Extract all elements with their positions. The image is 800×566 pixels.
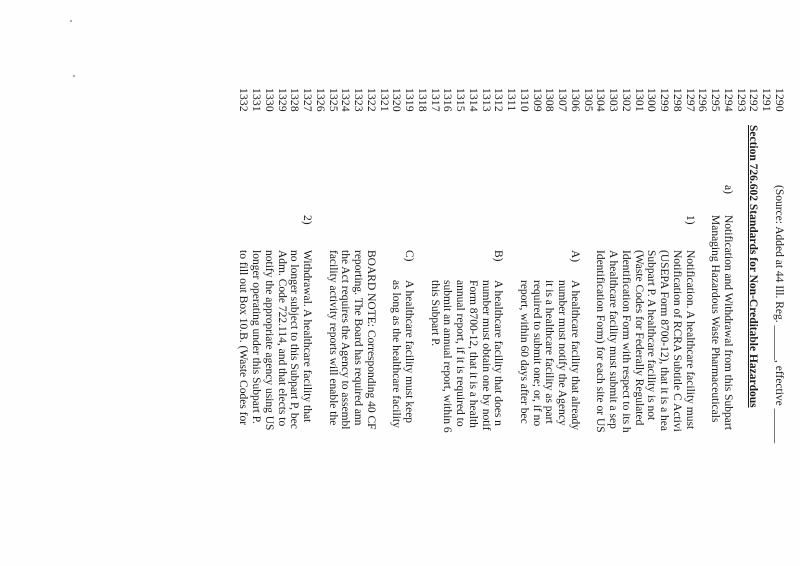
line-number: 1318 bbox=[416, 88, 428, 112]
line-text: the Act requires the Agency to assembl bbox=[339, 250, 352, 430]
line-number: 1323 bbox=[352, 88, 365, 112]
line-number: 1328 bbox=[288, 88, 301, 112]
line-number: 1295 bbox=[709, 88, 722, 112]
line-number: 1324 bbox=[339, 88, 352, 112]
document-line bbox=[620, 0, 632, 566]
document-line bbox=[684, 0, 696, 566]
subsection-label: C) bbox=[403, 250, 416, 262]
document-line bbox=[429, 0, 441, 566]
document-line bbox=[773, 0, 785, 566]
line-text: Notification. A healthcare facility must bbox=[683, 250, 696, 430]
line-text: Notification of RCRA Subtitle C Activi bbox=[671, 250, 683, 432]
line-number: 1313 bbox=[479, 88, 492, 112]
line-text: to fill out Box 10.B. (Waste Codes for bbox=[237, 250, 250, 426]
line-number: 1315 bbox=[454, 88, 467, 112]
line-number: 1306 bbox=[569, 88, 581, 112]
document-line bbox=[442, 0, 454, 566]
subsection-label: 2) bbox=[301, 215, 314, 225]
line-number: 1297 bbox=[683, 88, 696, 112]
document-line bbox=[314, 0, 326, 566]
document-line bbox=[480, 0, 492, 566]
line-number: 1325 bbox=[326, 88, 339, 112]
line-number: 1299 bbox=[658, 88, 671, 112]
document-line bbox=[748, 0, 760, 566]
subsection-label: a) bbox=[722, 185, 734, 194]
document-line bbox=[709, 0, 721, 566]
line-number: 1322 bbox=[365, 88, 377, 112]
subsection-label: A) bbox=[569, 250, 581, 263]
document-line bbox=[289, 0, 301, 566]
line-number: 1317 bbox=[428, 88, 441, 112]
document-line bbox=[569, 0, 581, 566]
line-text: report, within 60 days after bec bbox=[518, 280, 530, 424]
line-number: 1309 bbox=[530, 88, 543, 112]
line-text: this Subpart P. bbox=[428, 280, 441, 347]
line-number: 1320 bbox=[390, 88, 403, 112]
document-line bbox=[607, 0, 619, 566]
document-line bbox=[263, 0, 275, 566]
document-line bbox=[352, 0, 364, 566]
document-line bbox=[327, 0, 339, 566]
line-text: number must notify the Agency bbox=[556, 280, 569, 426]
document-line bbox=[378, 0, 390, 566]
document-line bbox=[582, 0, 594, 566]
line-text: reporting. The Board has required ann bbox=[352, 250, 365, 426]
line-text: it is a healthcare facility as part bbox=[543, 280, 556, 424]
line-text: submit an annual report, within 6 bbox=[441, 280, 454, 433]
line-number: 1294 bbox=[722, 88, 734, 112]
document-line bbox=[391, 0, 403, 566]
document-line bbox=[735, 0, 747, 566]
line-number: 1319 bbox=[403, 88, 416, 112]
line-number: 1332 bbox=[237, 88, 250, 112]
line-text: BOARD NOTE: Corresponding 40 CF bbox=[365, 250, 377, 430]
line-number: 1296 bbox=[696, 88, 709, 112]
line-text: required to submit one; or, if no bbox=[530, 280, 543, 427]
line-number: 1331 bbox=[250, 88, 263, 112]
document-line bbox=[633, 0, 645, 566]
document-line bbox=[416, 0, 428, 566]
line-text: (Source: Added at 44 Ill. Reg. ______, effective ______ bbox=[773, 185, 785, 444]
document-line bbox=[365, 0, 377, 566]
line-number: 1321 bbox=[377, 88, 390, 112]
line-number: 1311 bbox=[505, 88, 518, 112]
line-number: 1300 bbox=[645, 88, 658, 112]
line-number: 1302 bbox=[620, 88, 632, 112]
document-line bbox=[276, 0, 288, 566]
line-number: 1307 bbox=[556, 88, 569, 112]
line-text: annual report, if it is required to bbox=[454, 280, 467, 427]
line-number: 1291 bbox=[760, 88, 773, 112]
subsection-label: B) bbox=[492, 250, 505, 262]
line-number: 1312 bbox=[492, 88, 505, 112]
line-text: (Waste Codes for Federally Regulated bbox=[632, 250, 645, 426]
line-text: (USEPA Form 8700-12), that it is a hea bbox=[658, 250, 671, 432]
document-line bbox=[403, 0, 415, 566]
document-line bbox=[250, 0, 262, 566]
line-number: 1305 bbox=[581, 88, 594, 112]
line-text: A healthcare facility must keep bbox=[403, 280, 416, 424]
document-line bbox=[238, 0, 250, 566]
document-line bbox=[505, 0, 517, 566]
line-text: A healthcare facility that does n bbox=[492, 280, 505, 426]
document-line bbox=[671, 0, 683, 566]
line-number: 1327 bbox=[301, 88, 314, 112]
line-text: longer operating under this Subpart P. bbox=[250, 250, 263, 424]
line-text: Form 8700-12, that it is a health bbox=[467, 280, 479, 428]
line-number: 1290 bbox=[773, 88, 785, 112]
line-text: as long as the healthcare facility bbox=[390, 280, 403, 428]
document-line bbox=[722, 0, 734, 566]
document-line bbox=[697, 0, 709, 566]
line-number: 1330 bbox=[263, 88, 275, 112]
document-line bbox=[556, 0, 568, 566]
line-number: 1326 bbox=[314, 88, 326, 112]
line-text: number must obtain one by notif bbox=[479, 280, 492, 431]
document-line bbox=[493, 0, 505, 566]
document-line bbox=[531, 0, 543, 566]
line-text: Identification Form) for each site or US bbox=[594, 250, 607, 433]
line-text: Adm. Code 722.114, and that elects to bbox=[275, 250, 288, 427]
document-line bbox=[595, 0, 607, 566]
line-text: Subpart P. A healthcare facility is not bbox=[645, 250, 658, 421]
document-line bbox=[544, 0, 556, 566]
document-line bbox=[454, 0, 466, 566]
line-text: Identification Form with respect to its h bbox=[620, 250, 632, 433]
line-text: Notification and Withdrawal from this Subpart bbox=[722, 215, 734, 430]
line-number: 1316 bbox=[441, 88, 454, 112]
section-heading: Section 726.602 Standards for Non-Creditable Hazardous bbox=[747, 125, 760, 408]
document-line bbox=[340, 0, 352, 566]
scan-speck bbox=[73, 75, 75, 77]
line-number: 1314 bbox=[467, 88, 479, 112]
document-line bbox=[301, 0, 313, 566]
line-number: 1301 bbox=[632, 88, 645, 112]
line-number: 1303 bbox=[607, 88, 620, 112]
line-number: 1298 bbox=[671, 88, 683, 112]
document-line bbox=[658, 0, 670, 566]
line-number: 1329 bbox=[275, 88, 288, 112]
line-text: no longer subject to this Subpart P, bec bbox=[288, 250, 301, 429]
scan-speck bbox=[70, 20, 72, 22]
document-line bbox=[518, 0, 530, 566]
subsection-label: 1) bbox=[683, 215, 696, 225]
line-number: 1308 bbox=[543, 88, 556, 112]
document-line bbox=[467, 0, 479, 566]
document-line bbox=[760, 0, 772, 566]
document-line bbox=[646, 0, 658, 566]
line-text: Withdrawal. A healthcare facility that bbox=[301, 250, 314, 423]
line-number: 1304 bbox=[594, 88, 607, 112]
line-text: notify the appropriate agency using US bbox=[263, 250, 275, 431]
line-number: 1310 bbox=[518, 88, 530, 112]
line-text: facility activity reports will enable the bbox=[326, 250, 339, 426]
line-text: Managing Hazardous Waste Pharmaceuticals bbox=[709, 215, 722, 423]
line-text: A healthcare facility must submit a sep bbox=[607, 250, 620, 429]
line-text: A healthcare facility that already bbox=[569, 280, 581, 431]
line-number: 1292 bbox=[747, 88, 760, 112]
line-number: 1293 bbox=[734, 88, 747, 112]
